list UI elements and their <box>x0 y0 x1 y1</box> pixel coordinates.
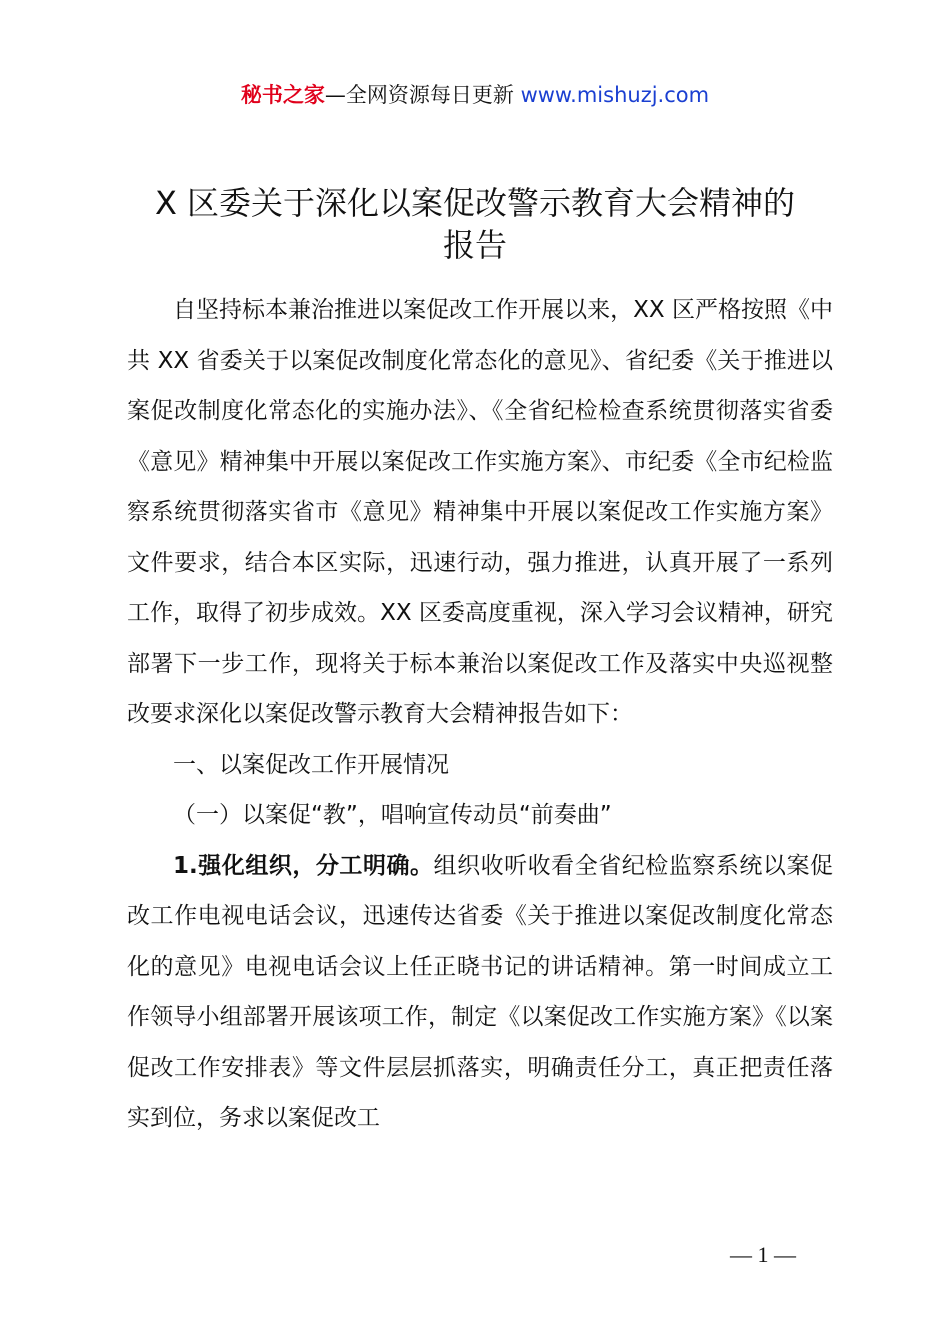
document-title <box>100 182 850 266</box>
intro-paragraph: 自坚持标本兼治推进以案促改工作开展以来，XX 区严格按照《中共 XX 省委关于以案促改制度化常态化的意见》、省纪委《关于推进以案促改制度化常态化的实施办法》、《全省纪检检查系统贯彻落实省委《意见》精神集中开展以案促改工作实施方案》、市纪委《全市纪检监察系统贯彻落实省市《意见》精神集中开展以案促改工作实施方案》文件要求，结合本区实际，迅速行动，强力推进，认真开展了一系列工作，取得了初步成效。XX 区委高度重视，深入学习会议精神，研究部署下一步工作，现将关于标本兼治以案促改工作及落实中央巡视整改要求深化以案促改警示教育大会精神报告如下： <box>127 297 833 727</box>
title-line-1: X 区委关于深化以案促改警示教育大会精神的 <box>154 184 796 222</box>
section-heading: 一、以案促改工作开展情况 <box>173 751 449 778</box>
header-tagline: —全网资源每日更新 <box>324 83 521 107</box>
page-number: — 1 — <box>730 1242 796 1267</box>
title-line-2: 报告 <box>442 226 507 264</box>
item-paragraph <box>127 841 833 1144</box>
site-url-link[interactable]: www.mishuzj.com <box>520 83 710 107</box>
item-body: 组织收听收看全省纪检监察系统以案促改工作电视电话会议，迅速传达省委《关于推进以案促改制度化常态化的意见》电视电话会议上任正晓书记的讲话精神。第一时间成立工作领导小组部署开展该项工作，制定《以案促改工作实施方案》《以案促改工作安排表》等文件层层抓落实，明确责任分工，真正把责任落实到位，务求以案促改工 <box>127 852 833 1131</box>
subsection-heading: （一）以案促“教”，唱响宣传动员“前奏曲” <box>173 802 612 828</box>
document-body <box>127 285 833 1144</box>
brand-name: 秘书之家 <box>240 83 325 107</box>
site-header <box>0 78 950 112</box>
item-lead: 1.强化组织，分工明确。 <box>173 852 434 879</box>
